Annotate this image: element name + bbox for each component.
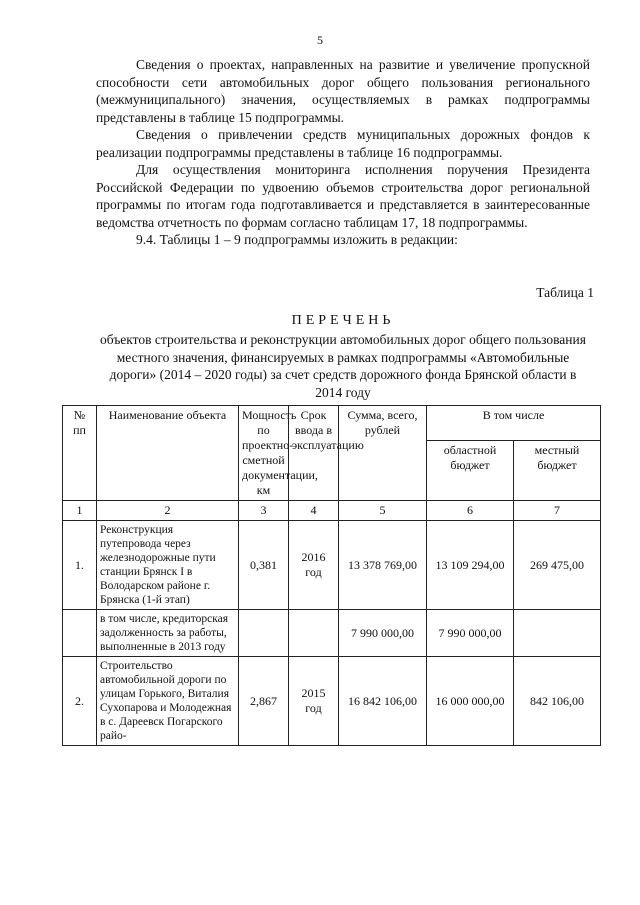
row-regional: 13 109 294,00 (427, 521, 514, 610)
row-regional: 7 990 000,00 (427, 610, 514, 657)
paragraph: Сведения о проектах, направленных на развитие и увеличение пропускной способности сети автомобильных дорог общего пользования регионального (межмуниципального) значения, осуществляемых в рамках подпрограммы представлены в таблице 15 подпрограммы. (96, 57, 590, 125)
table-caption: Таблица 1 (536, 285, 594, 300)
row-local (514, 610, 601, 657)
col-number: 3 (239, 501, 289, 521)
row-name: в том числе, кредиторская задолженность за работы, выполненные в 2013 году (97, 610, 239, 657)
header-power: Мощность по проектно-сметной документации, км (239, 406, 289, 501)
list-subtitle: объектов строительства и реконструкции автомобильных дорог общего пользования местного значения, финансируемых в рамках подпрограммы «Автомобильные дороги» (2014 – 2020 годы) за счет средств дорожного фонда Брянской области в 2014 году (100, 332, 586, 400)
row-sum: 7 990 000,00 (339, 610, 427, 657)
col-number: 2 (97, 501, 239, 521)
col-number: 6 (427, 501, 514, 521)
row-name: Строительство автомобильной дороги по улицам Горького, Виталия Сухопарова и Молодежная в с. Дареевск Погарского райо- (97, 657, 239, 746)
row-sum: 16 842 106,00 (339, 657, 427, 746)
table-row (63, 657, 601, 746)
row-name: Реконструкция путепровода через железнодорожные пути станции Брянск I в Володарском районе г. Брянска (1-й этап) (97, 521, 239, 610)
row-power: 2,867 (239, 657, 289, 746)
list-title: ПЕРЕЧЕНЬ (291, 313, 395, 328)
header-num: № пп (63, 406, 97, 501)
paragraph: 9.4. Таблицы 1 – 9 подпрограммы изложить в редакции: (136, 232, 458, 247)
header-regional: областной бюджет (427, 440, 514, 500)
header-incl: В том числе (427, 406, 601, 441)
header-local: местный бюджет (514, 440, 601, 500)
text-body (96, 56, 590, 249)
header-name: Наименование объекта (97, 406, 239, 501)
row-sum: 13 378 769,00 (339, 521, 427, 610)
row-num: 2. (63, 657, 97, 746)
col-number: 7 (514, 501, 601, 521)
row-num (63, 610, 97, 657)
objects-table (62, 405, 601, 746)
row-term (289, 610, 339, 657)
header-term: Срок ввода в эксплуатацию (289, 406, 339, 501)
row-local: 269 475,00 (514, 521, 601, 610)
row-power (239, 610, 289, 657)
row-term: 2015 год (289, 657, 339, 746)
col-number: 5 (339, 501, 427, 521)
table-row (63, 610, 601, 657)
paragraph: Для осуществления мониторинга исполнения поручения Президента Российской Федерации по удвоению объемов строительства дорог региональной программы по итогам года подготавливается и представляется в заинтересованные ведомства отчетность по формам согласно таблицам 17, 18 подпрограммы. (96, 162, 590, 230)
row-local: 842 106,00 (514, 657, 601, 746)
page-number: 5 (317, 33, 323, 47)
paragraph: Сведения о привлечении средств муниципальных дорожных фондов к реализации подпрограммы представлены в таблице 16 подпрограммы. (96, 127, 590, 160)
col-number: 4 (289, 501, 339, 521)
row-num: 1. (63, 521, 97, 610)
table-row (63, 521, 601, 610)
row-term: 2016 год (289, 521, 339, 610)
column-number-row (63, 501, 601, 521)
col-number: 1 (63, 501, 97, 521)
row-power: 0,381 (239, 521, 289, 610)
row-regional: 16 000 000,00 (427, 657, 514, 746)
header-sum: Сумма, всего, рублей (339, 406, 427, 501)
table-header-row (63, 406, 601, 441)
